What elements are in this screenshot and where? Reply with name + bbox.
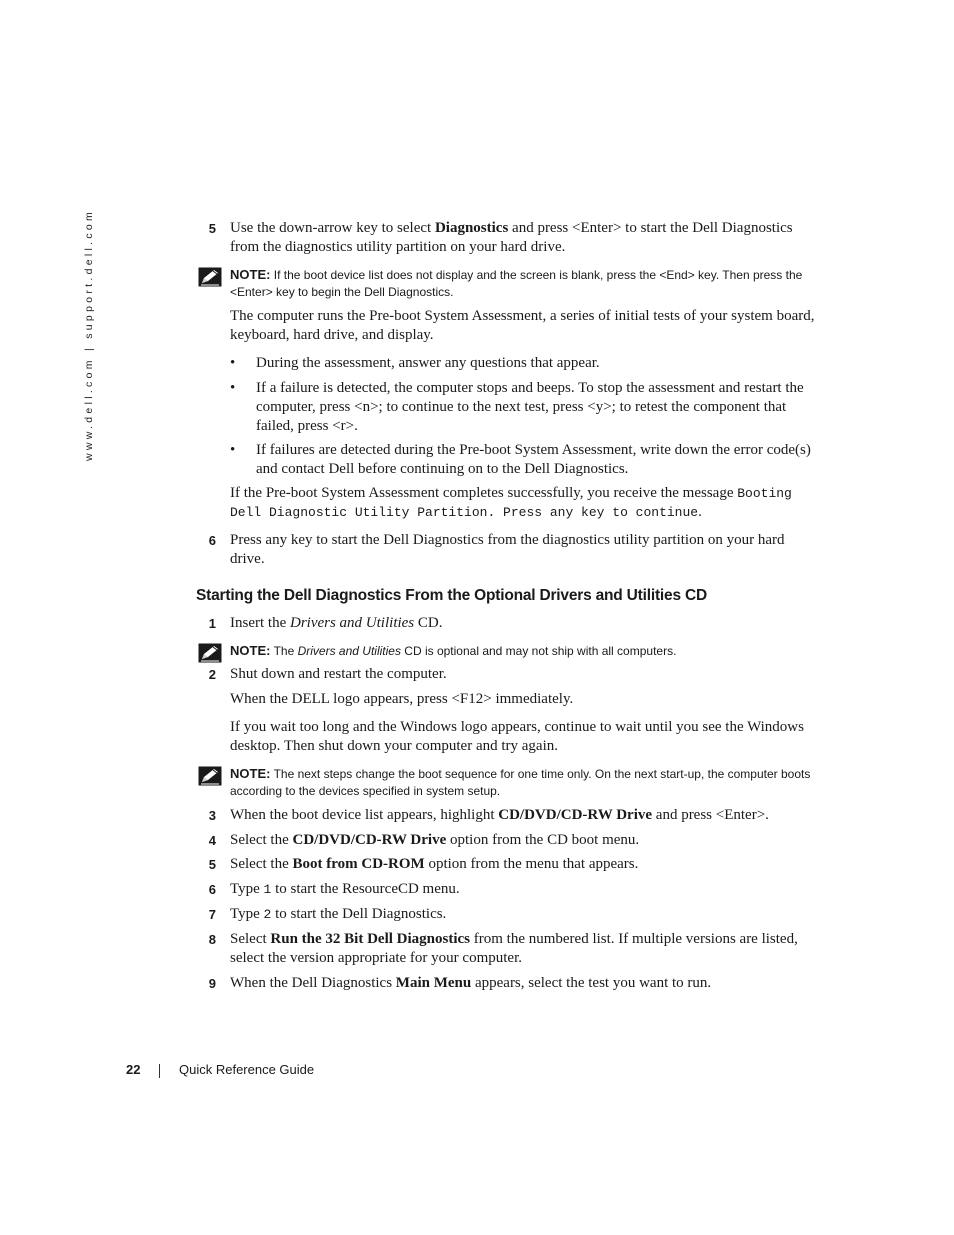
section-heading: Starting the Dell Diagnostics From the Optional Drivers and Utilities CD	[196, 587, 707, 604]
note-pencil-icon	[198, 643, 222, 663]
step-text: appears, select the test you want to run.	[471, 975, 712, 991]
step-text: Type	[230, 881, 264, 897]
step-bold-text: Run the 32 Bit Dell Diagnostics	[270, 931, 470, 947]
step-text: When the boot device list appears, highlight	[230, 807, 499, 823]
step-italic-text: Drivers and Utilities	[289, 615, 415, 631]
cd-step-8	[196, 930, 816, 968]
step-text: Type	[230, 906, 264, 922]
cd-step-1	[196, 614, 816, 633]
step-text: and press <Enter>.	[652, 807, 769, 823]
cd-step-4	[196, 831, 816, 850]
note-text: The next steps change the boot sequence for one time only. On the next start-up, the computer boots according to the devices specified in system setup.	[230, 767, 811, 798]
paragraph-assessment: The computer runs the Pre-boot System Assessment, a series of initial tests of your system board, keyboard, hard drive, and display.	[230, 308, 815, 343]
message-code: Booting Dell Diagnostic Utility Partition. Press any key to continue	[230, 486, 792, 520]
step-text: Select the	[230, 832, 293, 848]
step-number: 1	[208, 616, 216, 631]
note-text: CD is optional and may not ship with all computers.	[400, 644, 677, 658]
bullet-text: If failures are detected during the Pre-boot System Assessment, write down the error code(s) and contact Dell before continuing on to the Dell Diagnostics.	[256, 442, 811, 477]
step-number: 8	[208, 932, 216, 947]
step-text: option from the menu that appears.	[424, 856, 639, 872]
note-italic-text: Drivers and Utilities	[297, 644, 401, 658]
cd-step-5	[196, 855, 816, 874]
note-label: NOTE:	[230, 766, 271, 781]
step-code: 2	[263, 907, 272, 922]
cd-step-3	[196, 806, 816, 825]
step-number: 7	[208, 907, 216, 922]
paragraph-wait-too-long: If you wait too long and the Windows logo appears, continue to wait until you see the Windows desktop. Then shut down your computer and try again.	[230, 719, 804, 754]
paragraph-text: .	[698, 504, 702, 520]
step-number: 6	[208, 882, 216, 897]
step-text: and press <Enter> to start the Dell Diagnostics from the diagnostics utility partition on your hard drive.	[230, 220, 793, 255]
step-text: from the numbered list. If multiple versions are listed, select the version appropriate for your computer.	[230, 931, 798, 966]
step-text: Press any key to start the Dell Diagnostics from the diagnostics utility partition on your hard drive.	[230, 532, 785, 567]
step-text: When the Dell Diagnostics	[230, 975, 396, 991]
step-bold-text: Main Menu	[395, 975, 472, 991]
note-text: The	[270, 644, 298, 658]
bullet-item	[230, 354, 816, 373]
paragraph-dell-logo: When the DELL logo appears, press <F12> immediately.	[230, 691, 574, 707]
step-text: option from the CD boot menu.	[446, 832, 640, 848]
sidebar-url: www.dell.com | support.dell.com	[83, 208, 95, 461]
bullet-dot: •	[230, 380, 236, 396]
note-cd-optional	[198, 642, 816, 660]
step-text: Select the	[230, 856, 293, 872]
cd-step-9	[196, 974, 816, 993]
step-number: 9	[208, 976, 216, 991]
step-number: 5	[208, 857, 216, 872]
bullet-text: If a failure is detected, the computer stops and beeps. To stop the assessment and restart the computer, press <n>; to continue to the next test, press <y>; to retest the component that failed, press <r>.	[256, 380, 804, 434]
footer-divider	[159, 1064, 160, 1078]
cd-step-6	[196, 880, 816, 899]
step-text: Use the down-arrow key to select	[230, 220, 435, 236]
step-text: to start the ResourceCD menu.	[271, 881, 460, 897]
step-code: 1	[263, 882, 272, 897]
step-bold-text: CD/DVD/CD-RW Drive	[292, 832, 447, 848]
step-number: 3	[208, 808, 216, 823]
note-pencil-icon	[198, 267, 222, 287]
footer-title: Quick Reference Guide	[179, 1062, 315, 1077]
step-bold-text: Boot from CD-ROM	[292, 856, 425, 872]
step-bold-text: Diagnostics	[434, 220, 509, 236]
bullet-dot: •	[230, 442, 236, 458]
note-label: NOTE:	[230, 267, 271, 282]
step-number: 5	[208, 221, 216, 236]
step-text: Insert the	[230, 615, 290, 631]
step-number: 2	[208, 667, 216, 682]
step-bold-text: CD/DVD/CD-RW Drive	[498, 807, 653, 823]
paragraph-text: If the Pre-boot System Assessment completes successfully, you receive the message	[230, 485, 738, 501]
note-boot-list	[198, 266, 816, 301]
note-text: If the boot device list does not display and the screen is blank, press the <End> key. Then press the <Enter> key to begin the Dell Diagnostics.	[230, 268, 803, 299]
step-number: 6	[208, 533, 216, 548]
bullet-dot: •	[230, 355, 236, 371]
cd-step-2	[196, 665, 816, 684]
note-boot-sequence	[198, 765, 816, 800]
step-text: Select	[230, 931, 271, 947]
note-pencil-icon	[198, 766, 222, 786]
step-text: CD.	[414, 615, 443, 631]
step-number: 4	[208, 833, 216, 848]
step-text: Shut down and restart the computer.	[230, 666, 447, 682]
step-5	[196, 219, 816, 257]
page-number: 22	[126, 1062, 141, 1077]
cd-step-7	[196, 905, 816, 924]
paragraph-success-message	[230, 484, 816, 522]
step-6	[196, 531, 816, 569]
bullet-item	[230, 441, 816, 479]
step-text: to start the Dell Diagnostics.	[271, 906, 447, 922]
bullet-text: During the assessment, answer any questions that appear.	[256, 355, 600, 371]
bullet-item	[230, 379, 816, 436]
note-label: NOTE:	[230, 643, 271, 658]
